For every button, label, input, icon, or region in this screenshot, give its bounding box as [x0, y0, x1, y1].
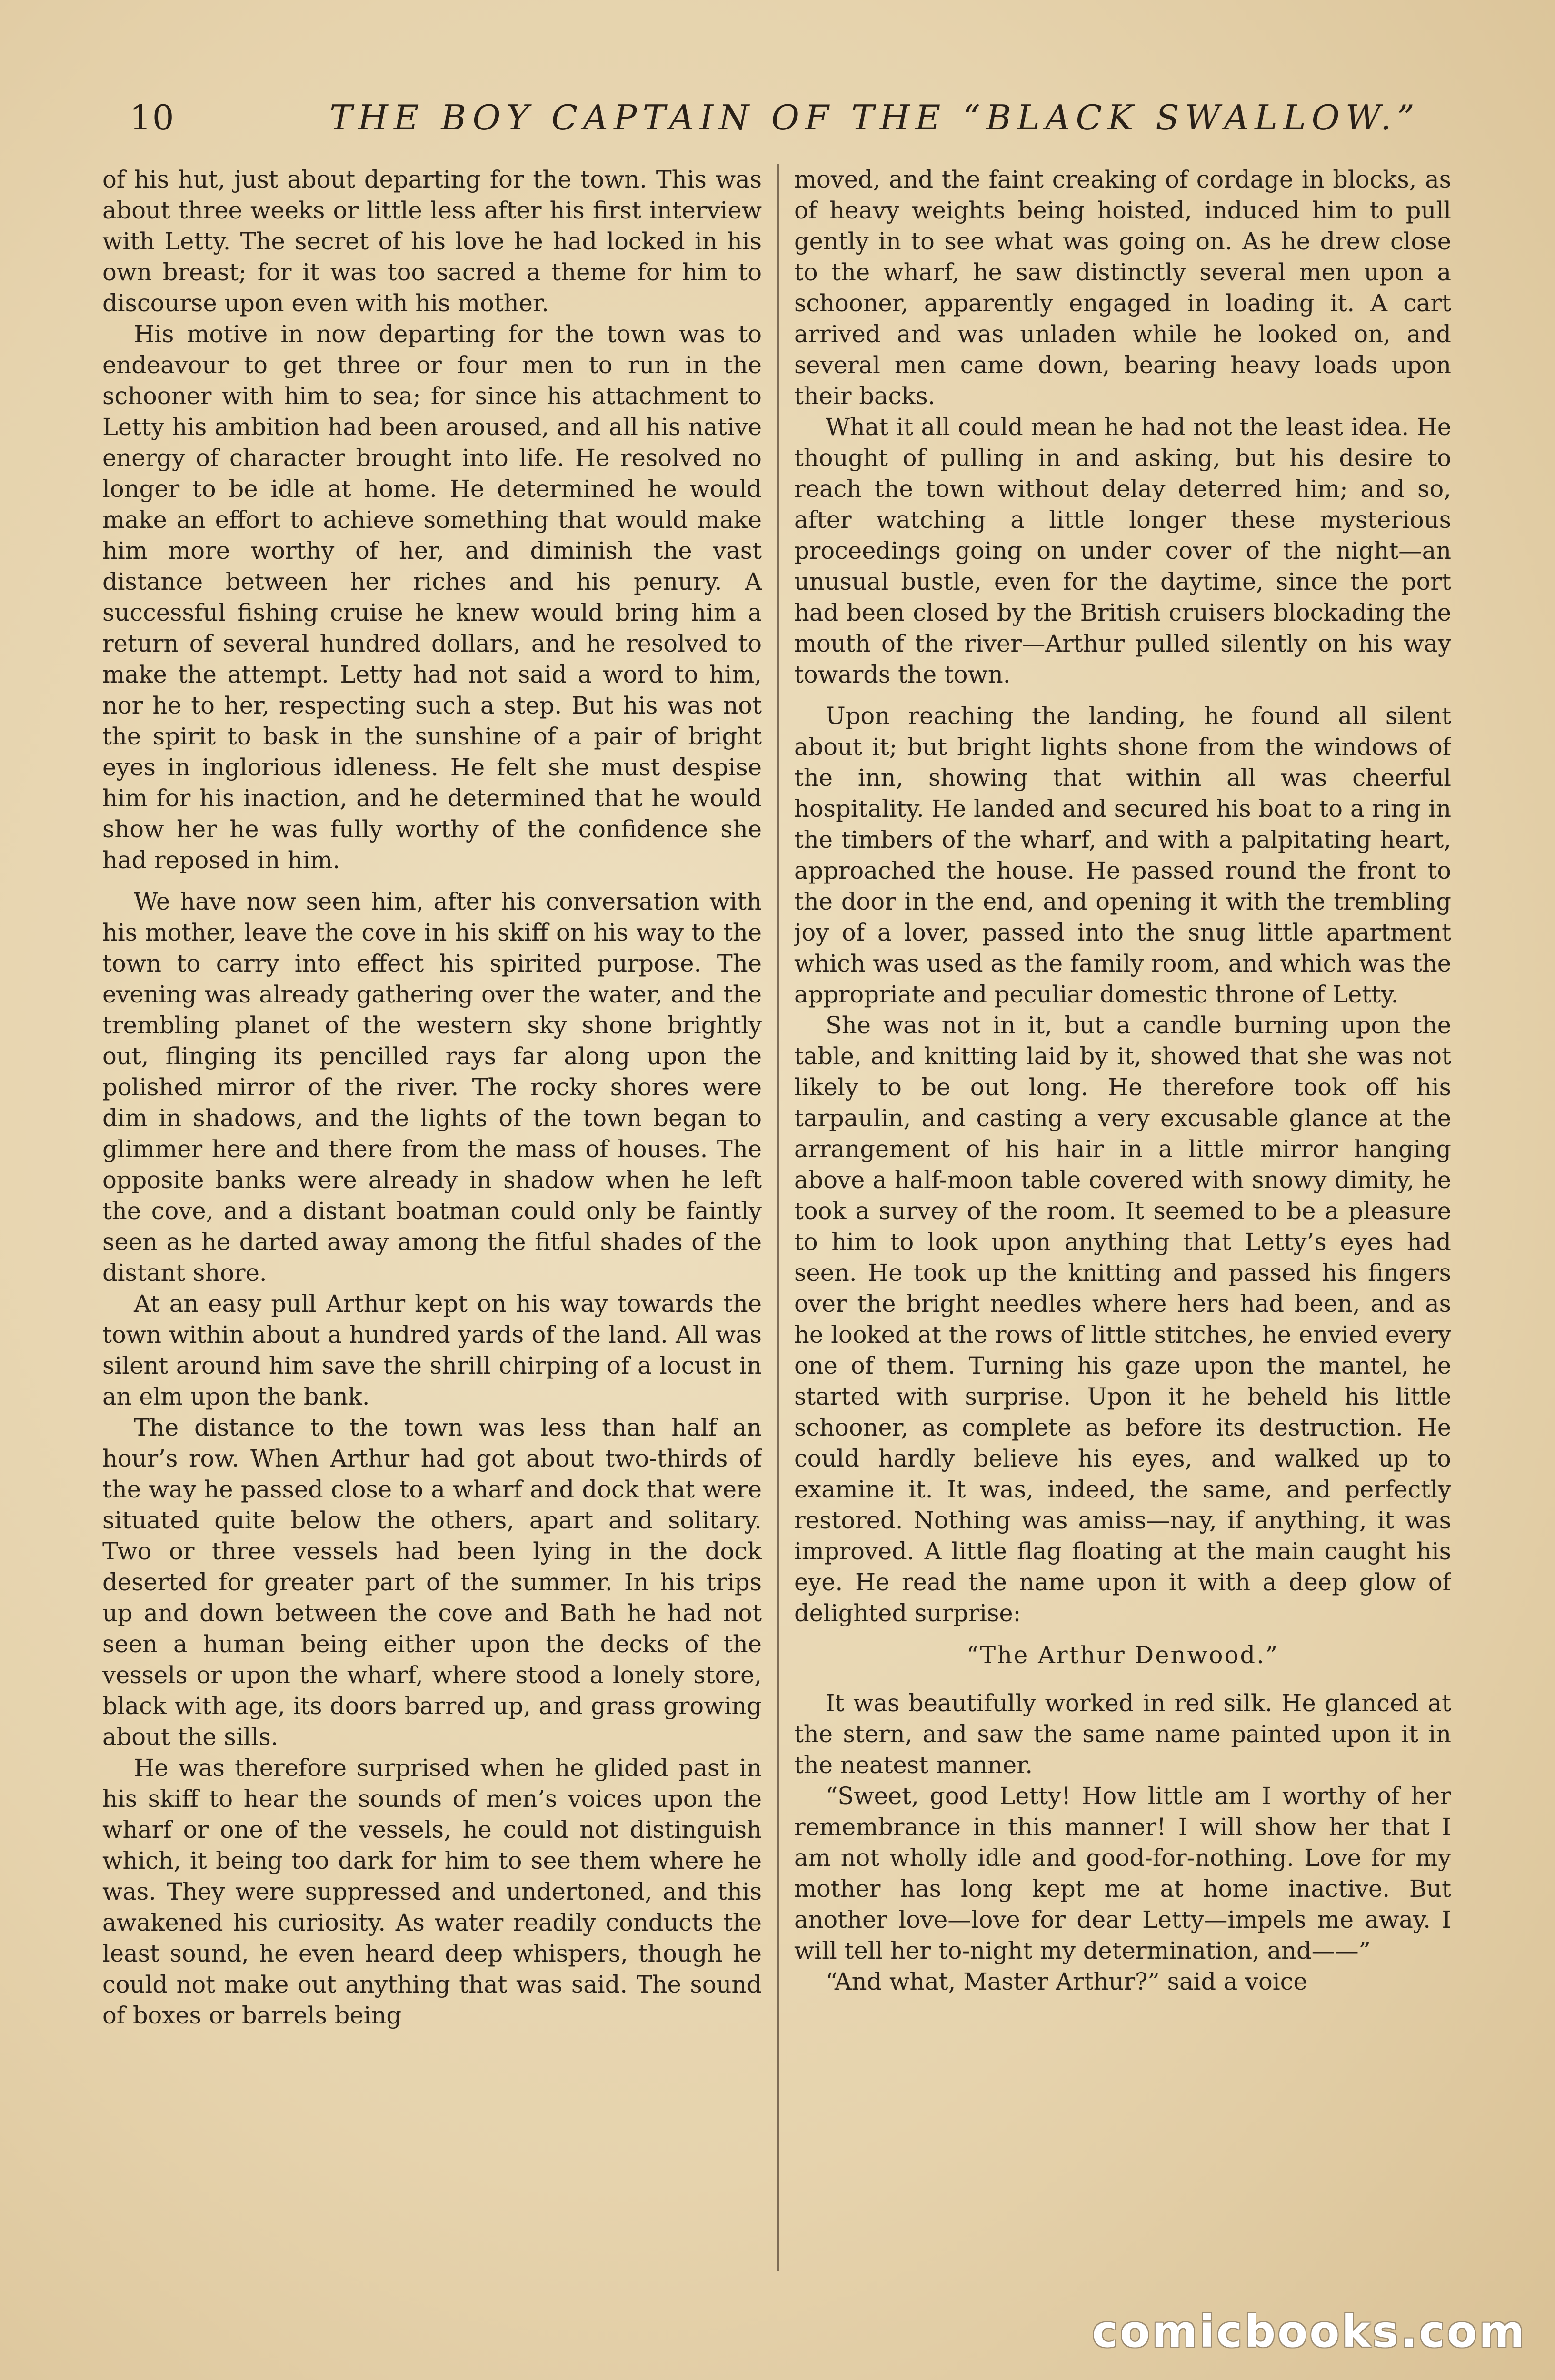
paragraph: He was therefore surprised when he glided past in his skiff to hear the sounds of men’s voices upon the wharf or one of the vessels, he could not distinguish which, it being too dark for him to see them where he was. They were suppressed and undertoned, and this awakened his curiosity. As water readily conducts the least sound, he even heard deep whispers, though he could not make out anything that was said. The sound of boxes or barrels being — [102, 1754, 762, 2029]
paragraph: “And what, Master Arthur?” said a voice — [826, 1968, 1307, 1995]
boat-name: “The Arthur Denwood.” — [966, 1641, 1279, 1669]
paragraph: At an easy pull Arthur kept on his way towards the town within about a hundred yards of the land. All was silent around him save the shrill chirping of a locust in an elm upon the bank. — [102, 1290, 762, 1410]
column-divider — [778, 164, 779, 2271]
paragraph: of his hut, just about departing for the town. This was about three weeks or little less after his first interview with Letty. The secret of his love he had locked in his own breast; for it was too sacred a theme for him to discourse upon even with his mother. — [102, 166, 762, 317]
paragraph: We have now seen him, after his conversation with his mother, leave the cove in his skiff on his way to the town to carry into effect his spirited purpose. The evening was already gathering over the water, and the trembling planet of the western sky shone brightly out, flinging its pencilled rays far along upon the polished mirror of the river. The rocky shores were dim in shadows, and the lights of the town began to glimmer here and there from the mass of houses. The opposite banks were already in shadow when he left the cove, and a distant boatman could only be faintly seen as he darted away among the fitful shades of the distant shore. — [102, 888, 762, 1287]
left-column — [102, 164, 762, 2273]
paragraph: What it all could mean he had not the least idea. He thought of pulling in and asking, but his desire to reach the town without delay deterred him; and so, after watching a little longer these mysterious proceedings going on under cover of the night—an unusual bustle, even for the daytime, since the port had been closed by the British cruisers blockading the mouth of the river—Arthur pulled silently on his way towards the town. — [794, 413, 1451, 688]
page-header — [130, 98, 1463, 150]
paragraph: Upon reaching the landing, he found all silent about it; but bright lights shone from the windows of the inn, showing that within all was cheerful hospitality. He landed and secured his boat to a ring in the timbers of the wharf, and with a palpitating heart, approached the house. He passed round the front to the door in the end, and opening it with the trembling joy of a lover, passed into the snug little apartment which was used as the family room, and which was the appropriate and peculiar domestic throne of Letty. — [794, 702, 1451, 1008]
paragraph: The distance to the town was less than half an hour’s row. When Arthur had got about two-thirds of the way he passed close to a wharf and dock that were situated quite below the others, apart and solitary. Two or three vessels had been lying in the dock deserted for greater part of the summer. In his trips up and down between the cove and Bath he had not seen a human being either upon the decks of the vessels or upon the wharf, where stood a lonely store, black with age, its doors barred up, and grass growing about the sills. — [102, 1414, 762, 1751]
paragraph: “Sweet, good Letty! How little am I worthy of her remembrance in this manner! I will show her that I am not wholly idle and good-for-nothing. Love for my mother has long kept me at home inactive. But another love—love for dear Letty—impels me away. I will tell her to-night my determination, and——” — [794, 1782, 1451, 1964]
page-number: 10 — [130, 98, 175, 138]
paragraph: It was beautifully worked in red silk. He glanced at the stern, and saw the same name painted upon it in the neatest manner. — [794, 1689, 1451, 1779]
running-title: THE BOY CAPTAIN OF THE “BLACK SWALLOW.” — [329, 98, 1420, 138]
right-column — [794, 164, 1451, 2273]
paragraph: She was not in it, but a candle burning upon the table, and knitting laid by it, showed that she was not likely to be out long. He therefore took off his tarpaulin, and casting a very excusable glance at the arrangement of his hair in a little mirror hanging above a half-moon table covered with snowy dimity, he took a survey of the room. It seemed to be a pleasure to him to look upon anything that Letty’s eyes had seen. He took up the knitting and passed his fingers over the bright needles where hers had been, and as he looked at the rows of little stitches, he envied every one of them. Turning his gaze upon the mantel, he started with surprise. Upon it he beheld his little schooner, as complete as before its destruction. He could hardly believe his eyes, and walked up to examine it. It was, indeed, the same, and perfectly restored. Nothing was amiss—nay, if anything, it was improved. A little flag floating at the main caught his eye. He read the name upon it with a deep glow of delighted surprise: — [794, 1012, 1451, 1627]
watermark: comicbooks.com — [1092, 2306, 1526, 2357]
paragraph: His motive in now departing for the town was to endeavour to get three or four men to run in the schooner with him to sea; for since his attachment to Letty his ambition had been aroused, and all his native energy of character brought into life. He resolved no longer to be idle at home. He determined he would make an effort to achieve something that would make him more worthy of her, and diminish the vast distance between her riches and his penury. A successful fishing cruise he knew would bring him a return of several hundred dollars, and he resolved to make the attempt. Letty had not said a word to him, nor he to her, respecting such a step. But his was not the spirit to bask in the sunshine of a pair of bright eyes in inglorious idleness. He felt she must despise him for his inaction, and he determined that he would show her he was fully worthy of the confidence she had reposed in him. — [102, 320, 762, 874]
paragraph: moved, and the faint creaking of cordage in blocks, as of heavy weights being hoisted, induced him to pull gently in to see what was going on. As he drew close to the wharf, he saw distinctly several men upon a schooner, apparently engaged in loading it. A cart arrived and was unladen while he looked on, and several men came down, bearing heavy loads upon their backs. — [794, 166, 1451, 410]
